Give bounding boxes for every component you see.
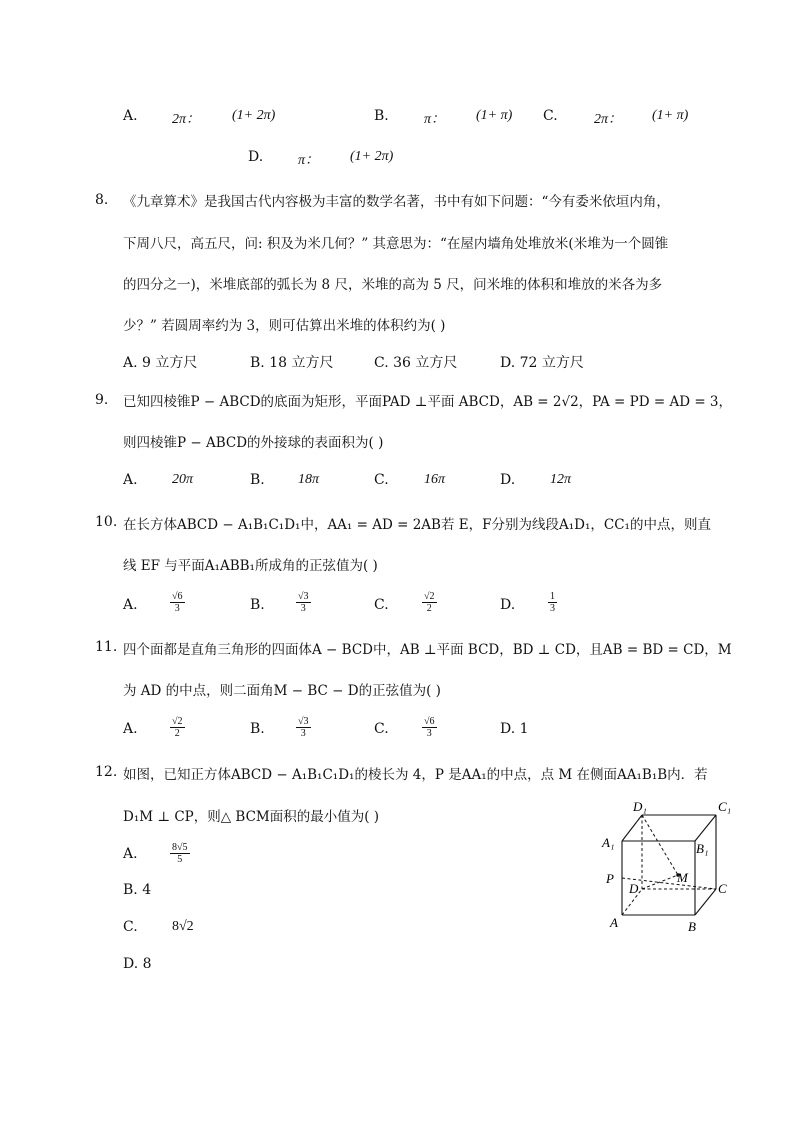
option-a-label: A.	[123, 597, 138, 613]
option-a-label: A.	[123, 472, 138, 488]
question-text-line: 的四分之一)，米堆底部的弧长为 8 尺，米堆的高为 5 尺，问米堆的体积和堆放的米各为多	[123, 277, 663, 293]
label-a: A	[610, 915, 618, 930]
option-d-label: D.	[248, 149, 264, 165]
option-a: A. 9 立方尺	[123, 355, 198, 371]
option-c-fraction: $\frac{√6}{3}$	[424, 716, 435, 739]
option-a-value: 20π	[172, 472, 194, 487]
option-c-label: C.	[374, 721, 389, 737]
option-c-label: C.	[374, 597, 389, 613]
option-a-label: A.	[123, 846, 138, 862]
option-a-fraction: $\frac{√2}{2}$	[172, 716, 183, 739]
option-d-value-1: π：	[298, 153, 320, 168]
option-b-label: B.	[250, 721, 265, 737]
question-number: 11.	[95, 639, 118, 655]
option-d-value-2: (1+ 2π)	[350, 149, 394, 164]
option-a-label: A.	[123, 108, 138, 124]
question-text-line: 已知四棱锥P − ABCD的底面为矩形，平面PAD ⊥平面 ABCD，AB = 2√2，PA = PD = AD = 3，	[123, 394, 733, 410]
question-text-line: 如图，已知正方体ABCD − A₁B₁C₁D₁的棱长为 4，P 是AA₁的中点，点 M 在侧面AA₁B₁B内．若	[123, 767, 708, 783]
label-p: P	[606, 871, 614, 886]
option-c-value: 16π	[424, 472, 446, 487]
option-b-value: 18π	[298, 472, 320, 487]
label-c1: C₁	[718, 799, 732, 814]
question-text-line: 少？” 若圆周率约为 3，则可估算出米堆的体积约为( )	[123, 318, 446, 334]
edge-b-c	[695, 889, 716, 915]
question-text-line: 线 EF 与平面A₁ABB₁所成角的正弦值为( )	[123, 558, 378, 574]
option-c-label: C.	[123, 919, 138, 935]
question-number: 12.	[95, 764, 118, 780]
label-m: M	[677, 870, 688, 885]
option-c-value-2: (1+ π)	[652, 108, 689, 123]
option-c-label: C.	[374, 472, 389, 488]
option-b-label: B.	[374, 108, 389, 124]
option-b-value-1: π：	[424, 112, 446, 127]
edge-b1-c1	[695, 815, 716, 841]
question-number: 10.	[95, 514, 118, 530]
question-text-line: 则四棱锥P − ABCD的外接球的表面积为( )	[123, 435, 384, 451]
question-text-line: D₁M ⊥ CP，则△ BCM面积的最小值为( )	[123, 809, 380, 825]
question-text-line: 在长方体ABCD − A₁B₁C₁D₁中，AA₁ = AD = 2AB若 E，F分别为线段A₁D₁，CC₁的中点，则直	[123, 517, 711, 533]
label-b1: B₁	[696, 841, 709, 856]
question-number: 9.	[95, 392, 109, 408]
option-d-label: D.	[500, 597, 516, 613]
option-b: B. 18 立方尺	[250, 355, 334, 371]
question-number: 8.	[95, 192, 109, 208]
option-c-value-1: 2π：	[594, 112, 623, 127]
question-text-line: 四个面都是直角三角形的四面体A − BCD中，AB ⊥平面 BCD，BD ⊥ CD，且AB = BD = CD，M	[123, 642, 732, 658]
option-b-value-2: (1+ π)	[476, 108, 513, 123]
cube-figure	[600, 795, 740, 940]
option-a-label: A.	[123, 721, 138, 737]
option-b: B. 4	[123, 882, 152, 898]
option-c-fraction: $\frac{√2}{2}$	[424, 591, 435, 614]
option-d-fraction: $\frac{1}{3}$	[550, 591, 555, 614]
option-c: C. 36 立方尺	[374, 355, 458, 371]
question-text-line: 下周八尺，高五尺，问: 积及为米几何？” 其意思为：“在屋内墙角处堆放米(米堆为一个圆锥	[123, 236, 669, 252]
option-d-label: D.	[500, 472, 516, 488]
segment-d1-m	[642, 815, 678, 875]
segment-d-m	[642, 875, 678, 889]
option-b-label: B.	[250, 597, 265, 613]
label-d: D	[629, 881, 639, 896]
label-b: B	[688, 919, 696, 934]
option-a-fraction: $\frac{√6}{3}$	[172, 591, 183, 614]
option-b-fraction: $\frac{√3}{3}$	[298, 591, 309, 614]
option-d: D. 8	[123, 956, 152, 972]
label-a1: A₁	[602, 835, 615, 850]
label-d1: D₁	[633, 799, 647, 814]
option-a-fraction: $\frac{8√5}{5}$	[172, 842, 188, 865]
question-text-line: 《九章算术》是我国古代内容极为丰富的数学名著，书中有如下问题：“今有委米依垣内角，	[123, 194, 670, 210]
option-a-value-1: 2π：	[172, 112, 201, 127]
option-c-label: C.	[543, 108, 558, 124]
edge-a1-d1	[622, 815, 642, 841]
option-d: D. 1	[500, 721, 529, 737]
option-c-value: 8√2	[172, 919, 194, 934]
option-d-value: 12π	[550, 472, 572, 487]
question-text-line: 为 AD 的中点，则二面角M − BC − D的正弦值为( )	[123, 683, 441, 699]
label-c: C	[718, 881, 727, 896]
option-b-label: B.	[250, 472, 265, 488]
option-d: D. 72 立方尺	[500, 355, 584, 371]
option-b-fraction: $\frac{√3}{3}$	[298, 716, 309, 739]
option-a-value-2: (1+ 2π)	[232, 108, 276, 123]
